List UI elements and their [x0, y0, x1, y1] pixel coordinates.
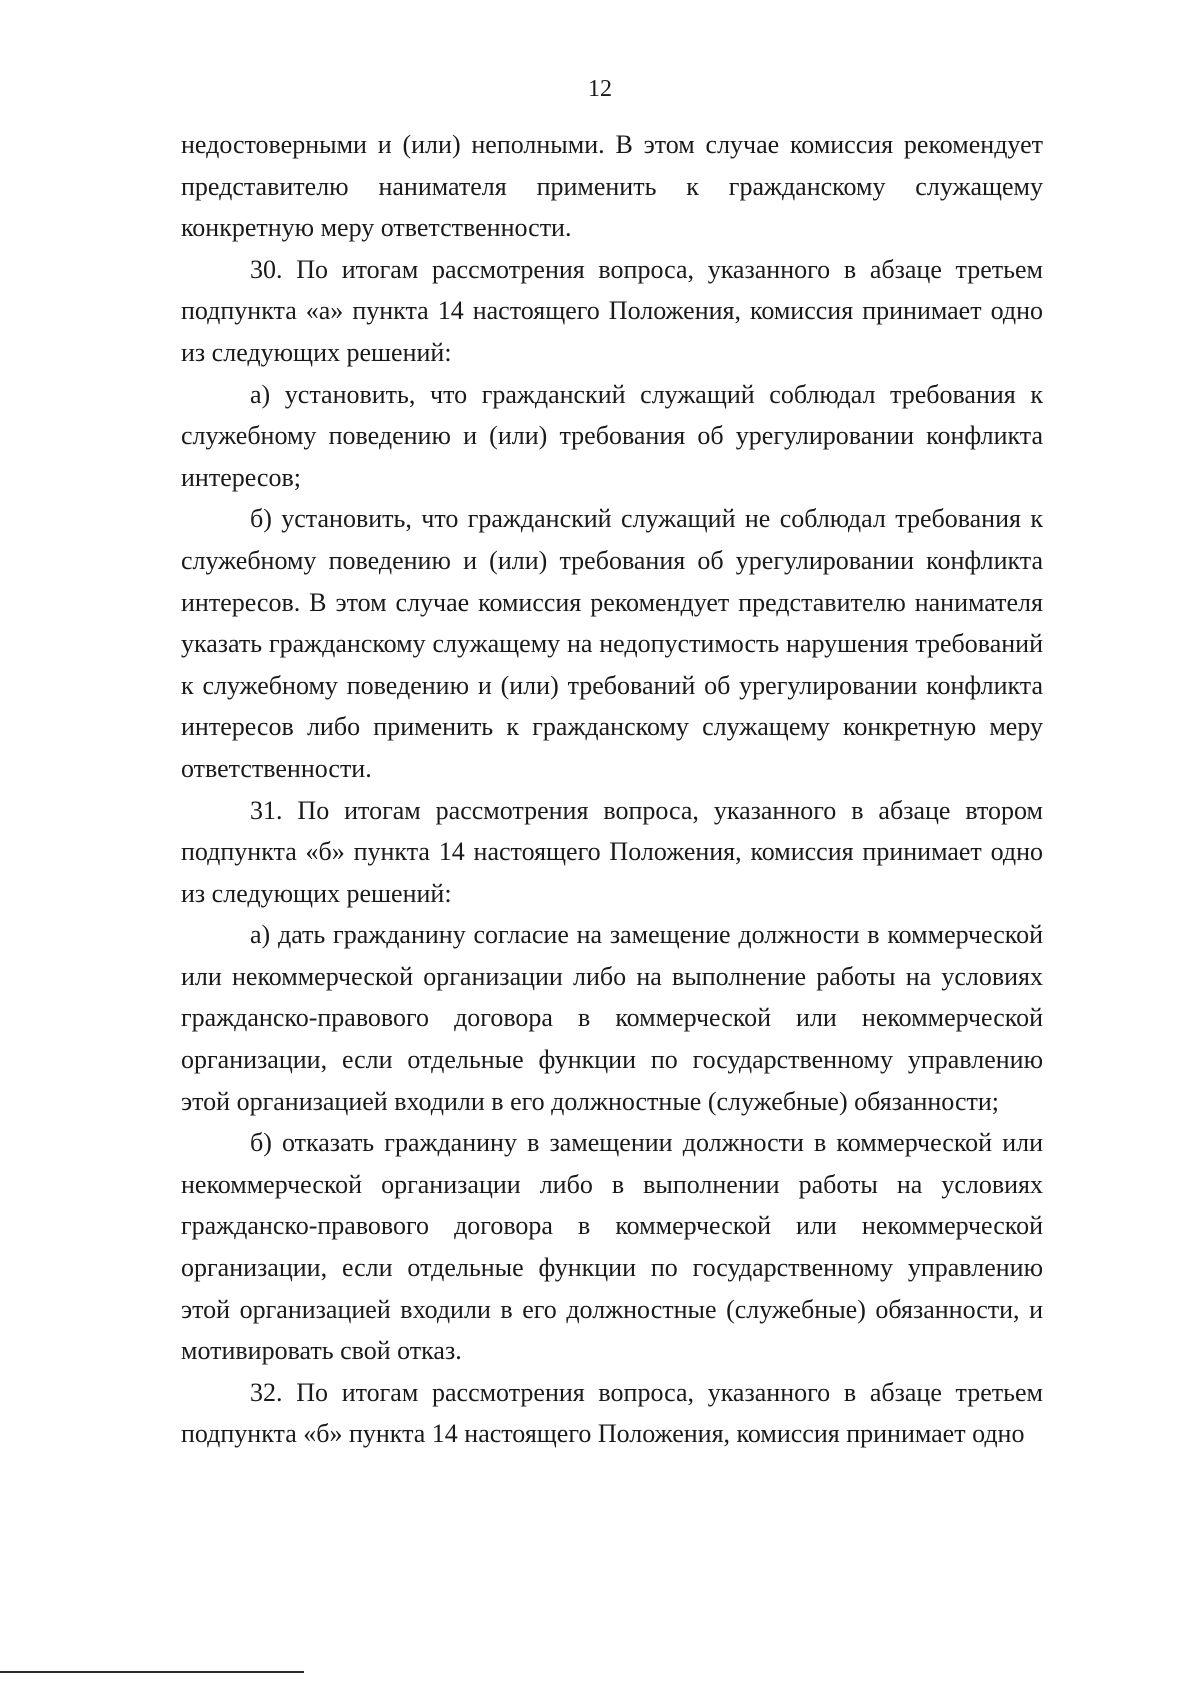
paragraph-item-31: 31. По итогам рассмотрения вопроса, указанного в абзаце втором подпункта «б» пункта 14 настоящего Положения, комиссия принимает одно из следующих решений:	[181, 795, 1043, 908]
document-body	[181, 124, 1043, 1455]
paragraph-item-31-b: б) отказать гражданину в замещении должности в коммерческой или некоммерческой организации либо в выполнении работы на условиях гражданско-правового договора в коммерческой или некоммерческой организации, если отдельные функции по государственному управлению этой организацией входили в его должностные (служебные) обязанности, и мотивировать свой отказ.	[181, 1128, 1043, 1366]
bottom-rule-line	[0, 1671, 304, 1673]
paragraph-item-32: 32. По итогам рассмотрения вопроса, указанного в абзаце третьем подпункта «б» пункта 14 настоящего Положения, комиссия принимает одно	[181, 1377, 1043, 1449]
paragraph-item-30: 30. По итогам рассмотрения вопроса, указанного в абзаце третьем подпункта «а» пункта 14 настоящего Положения, комиссия принимает одно из следующих решений:	[181, 254, 1043, 367]
paragraph-continuation: недостоверными и (или) неполными. В этом случае комиссия рекомендует представителю нанимателя применить к гражданскому служащему конкретную меру ответственности.	[181, 130, 1043, 243]
paragraph-item-30-b: б) установить, что гражданский служащий не соблюдал требования к служебному поведению и (или) требования об урегулировании конфликта интересов. В этом случае комиссия рекомендует представителю нанимателя указать гражданскому служащему на недопустимость нарушения требований к служебному поведению и (или) требований об урегулировании конфликта интересов либо применить к гражданскому служащему конкретную меру ответственности.	[181, 504, 1043, 783]
paragraph-item-30-a: а) установить, что гражданский служащий соблюдал требования к служебному поведению и (или) требования об урегулировании конфликта интересов;	[181, 379, 1043, 492]
page-number: 12	[588, 76, 612, 102]
paragraph-item-31-a: а) дать гражданину согласие на замещение должности в коммерческой или некоммерческой организации либо на выполнение работы на условиях гражданско-правового договора в коммерческой или некоммерческой организации, если отдельные функции по государственному управлению этой организацией входили в его должностные (служебные) обязанности;	[181, 920, 1043, 1116]
